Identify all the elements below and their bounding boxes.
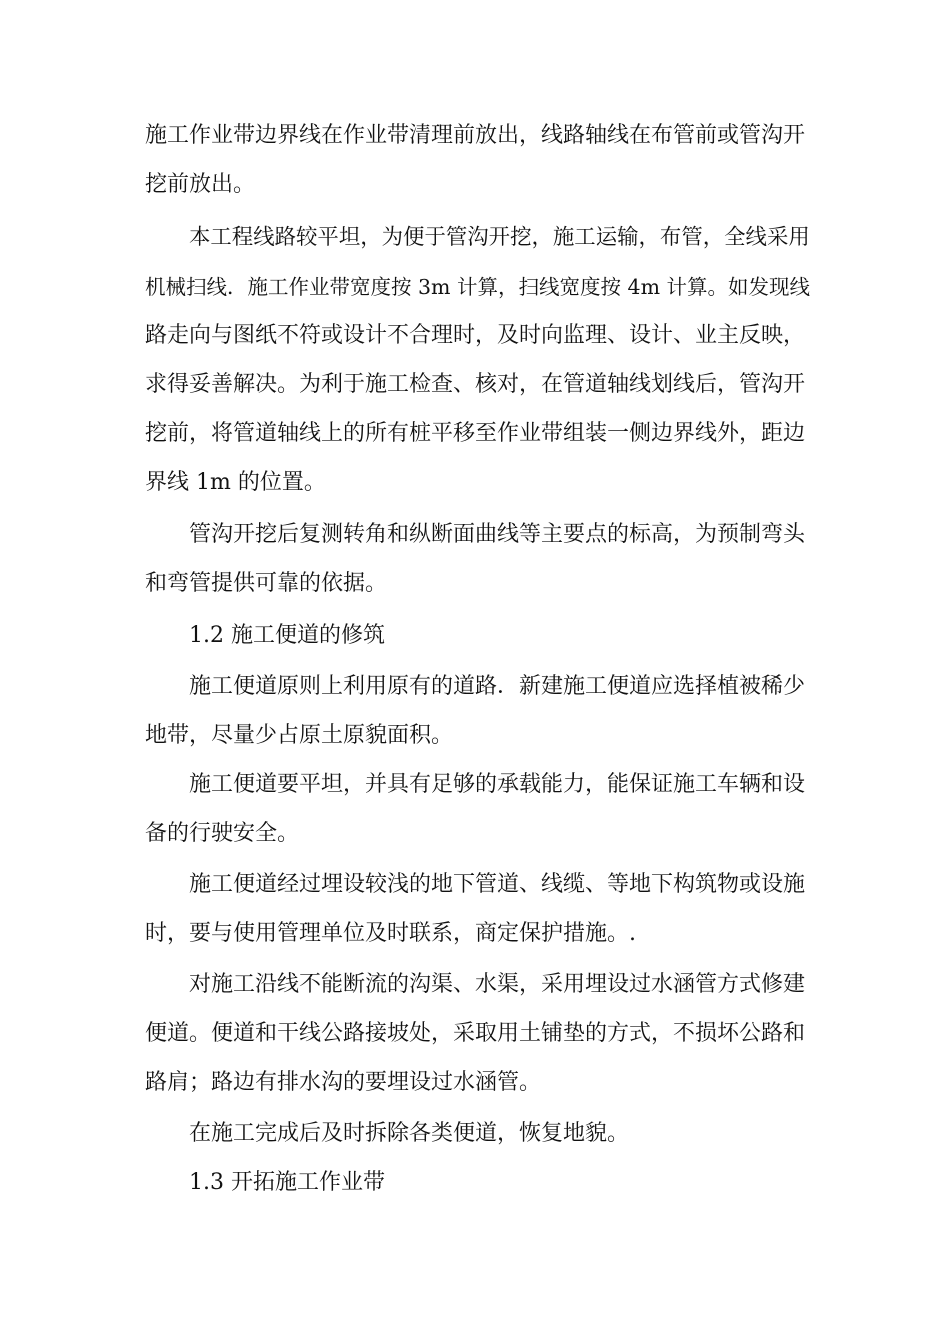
section-heading: 1.3 开拓施工作业带 (189, 1170, 385, 1195)
paragraph-line: 界线 1m 的位置。 (145, 470, 326, 495)
paragraph-line: 本工程线路较平坦，为便于管沟开挖，施工运输，布管，全线采用 (189, 225, 810, 250)
paragraph-line: 求得妥善解决。为利于施工检查、核对，在管道轴线划线后，管沟开 (145, 372, 806, 397)
paragraph-line: 挖前放出。 (145, 172, 256, 197)
paragraph-line: 施工便道经过埋设较浅的地下管道、线缆、等地下构筑物或设施 (189, 872, 806, 897)
paragraph-line: 备的行驶安全。 (145, 821, 300, 846)
paragraph-line: 施工便道要平坦，并具有足够的承载能力，能保证施工车辆和设 (189, 772, 806, 797)
paragraph-line: 挖前，将管道轴线上的所有桩平移至作业带组装一侧边界线外，距边 (145, 421, 806, 446)
paragraph-line: 施工便道原则上利用原有的道路．新建施工便道应选择植被稀少 (189, 674, 806, 699)
paragraph-line: 机械扫线．施工作业带宽度按 3m 计算，扫线宽度按 4m 计算。如发现线 (145, 275, 811, 299)
paragraph-line: 对施工沿线不能断流的沟渠、水渠，采用埋设过水涵管方式修建 (189, 972, 806, 997)
paragraph-line: 地带，尽量少占原土原貌面积。 (145, 723, 454, 748)
paragraph-line: 在施工完成后及时拆除各类便道，恢复地貌。 (189, 1121, 630, 1146)
paragraph-line: 路肩；路边有排水沟的要埋设过水涵管。 (145, 1070, 542, 1095)
section-heading: 1.2 施工便道的修筑 (189, 623, 385, 648)
paragraph-line: 管沟开挖后复测转角和纵断面曲线等主要点的标高，为预制弯头 (189, 522, 806, 547)
paragraph-line: 路走向与图纸不符或设计不合理时，及时向监理、设计、业主反映， (145, 323, 806, 348)
paragraph-line: 施工作业带边界线在作业带清理前放出，线路轴线在布管前或管沟开 (145, 123, 806, 148)
paragraph-line: 便道。便道和干线公路接坡处，采取用土铺垫的方式，不损坏公路和 (145, 1021, 806, 1046)
paragraph-line: 和弯管提供可靠的依据。 (145, 571, 388, 596)
paragraph-line: 时，要与使用管理单位及时联系，商定保护措施。. (145, 921, 636, 946)
